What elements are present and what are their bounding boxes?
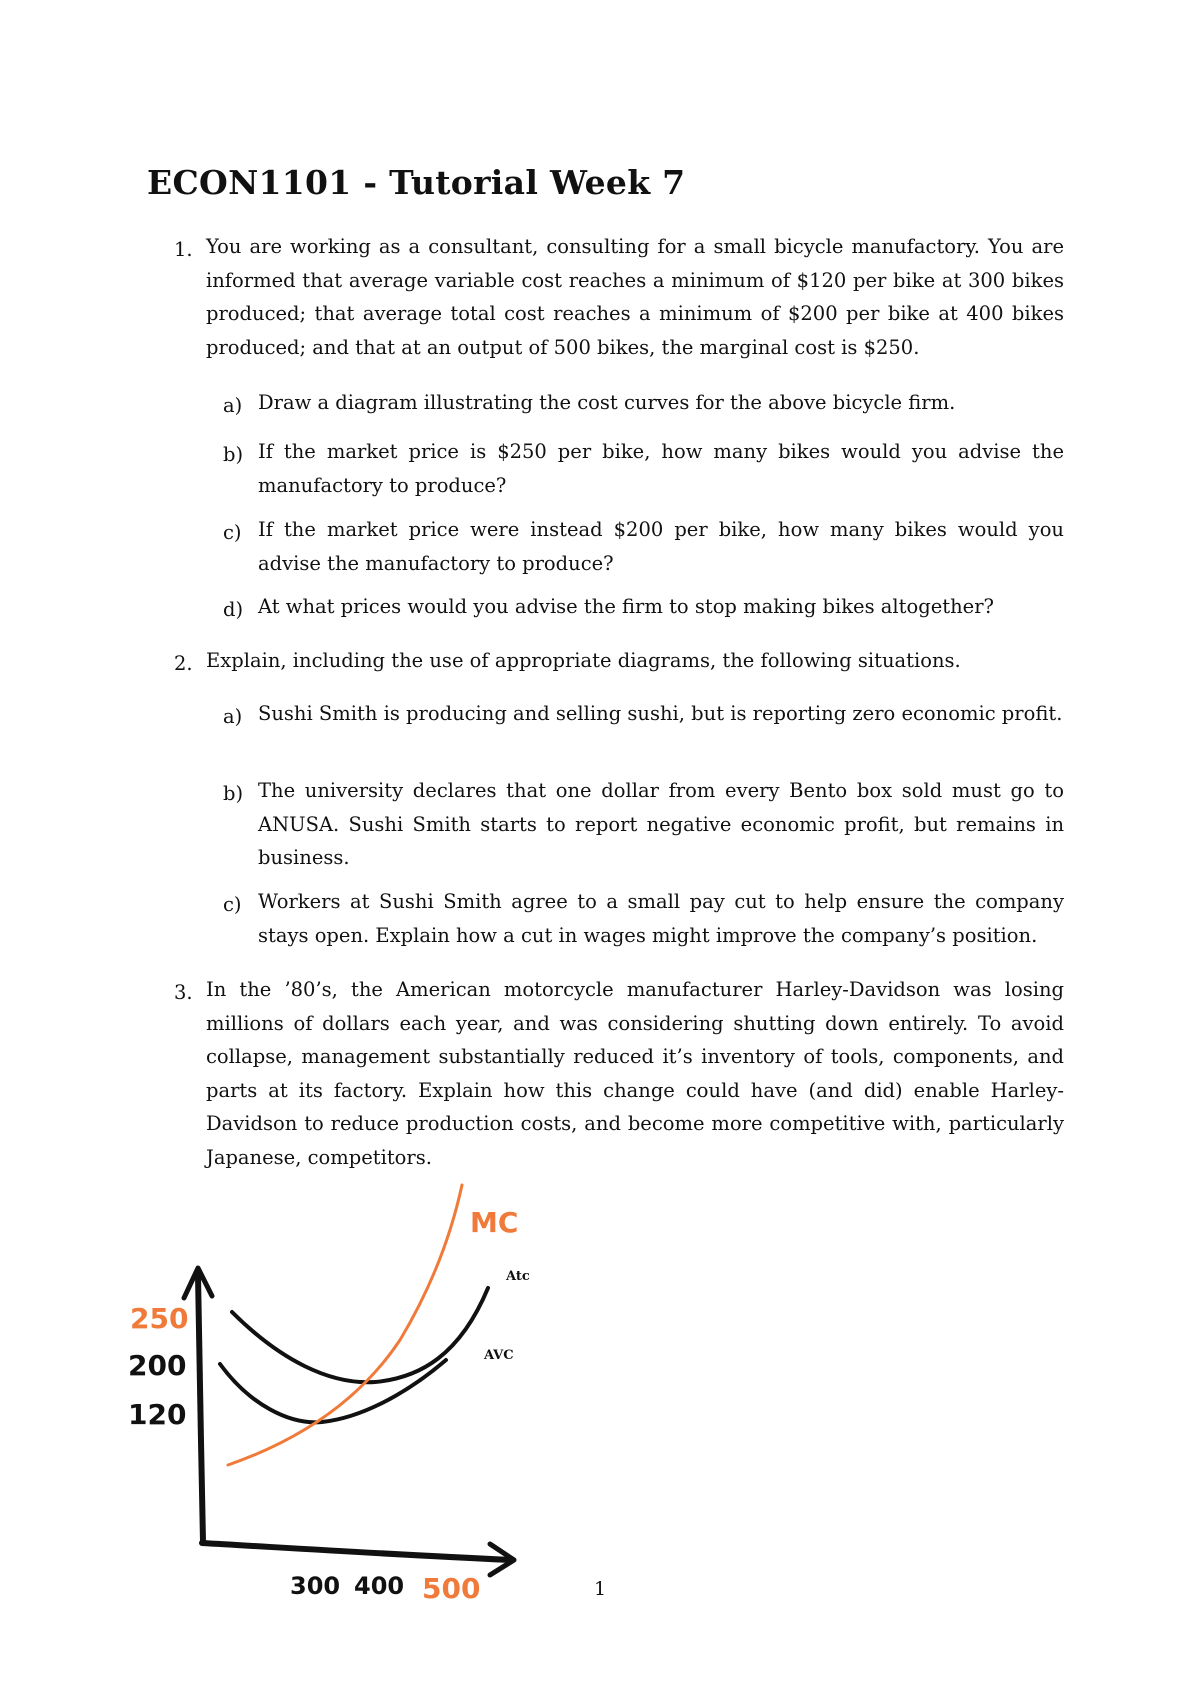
- question-text: You are working as a consultant, consulting for a small bicycle manufactory. You are informed that average variable cost reaches a minimum of $120 per bike at 300 bikes produced; that average total cost reaches a minimum of $200 per bike at 400 bikes produced; and that at an output of 500 bikes, the marginal cost is $250.: [206, 235, 1064, 359]
- part-text: Sushi Smith is producing and selling sushi, but is reporting zero economic profit.: [258, 702, 1063, 725]
- part-text: The university declares that one dollar from every Bento box sold must go to ANUSA. Sushi Smith starts to report negative economic profit, but remains in business.: [258, 779, 1064, 869]
- page-title: ECON1101 - Tutorial Week 7: [147, 163, 686, 202]
- x-label-500: 500: [422, 1572, 481, 1605]
- mc-curve: [228, 1185, 462, 1465]
- part-text: At what prices would you advise the firm to stop making bikes altogether?: [258, 595, 994, 618]
- x-axis: [202, 1543, 512, 1560]
- part-text: Draw a diagram illustrating the cost curves for the above bicycle firm.: [258, 391, 956, 414]
- y-label-250: 250: [130, 1302, 189, 1335]
- part-label: a): [223, 394, 243, 417]
- part-label: b): [223, 782, 244, 805]
- x-label-300: 300: [290, 1572, 341, 1600]
- y-axis: [198, 1275, 203, 1542]
- question-text: In the ’80’s, the American motorcycle manufacturer Harley-Davidson was losing millions of dollars each year, and was considering shutting down entirely. To avoid collapse, management substantially reduced it’s inventory of tools, components, and parts at its factory. Explain how this change could have (and did) enable Harley-Davidson to reduce production costs, and become more competitive with, particularly Japanese, competitors.: [206, 978, 1064, 1169]
- part-label: c): [223, 521, 242, 544]
- atc-curve: [232, 1288, 488, 1382]
- y-label-200: 200: [128, 1349, 187, 1382]
- question-number: 2.: [174, 652, 193, 675]
- question-number: 3.: [174, 981, 193, 1004]
- question-number: 1.: [174, 238, 193, 261]
- x-label-400: 400: [354, 1572, 405, 1600]
- part-text: If the market price were instead $200 per bike, how many bikes would you advise the manufactory to produce?: [258, 518, 1064, 575]
- part-label: b): [223, 443, 244, 466]
- page-number: 1: [594, 1578, 607, 1600]
- part-label: c): [223, 893, 242, 916]
- question-text: Explain, including the use of appropriate diagrams, the following situations.: [206, 649, 961, 672]
- part-label: d): [223, 598, 244, 621]
- y-label-120: 120: [128, 1398, 187, 1431]
- part-label: a): [223, 705, 243, 728]
- avc-curve: [220, 1360, 446, 1422]
- avc-label: AVC: [484, 1348, 514, 1363]
- atc-label: Atc: [506, 1269, 530, 1284]
- mc-label: MC: [470, 1206, 519, 1239]
- part-text: If the market price is $250 per bike, how many bikes would you advise the manufactory to produce?: [258, 440, 1064, 497]
- part-text: Workers at Sushi Smith agree to a small pay cut to help ensure the company stays open. Explain how a cut in wages might improve the company’s position.: [258, 890, 1064, 947]
